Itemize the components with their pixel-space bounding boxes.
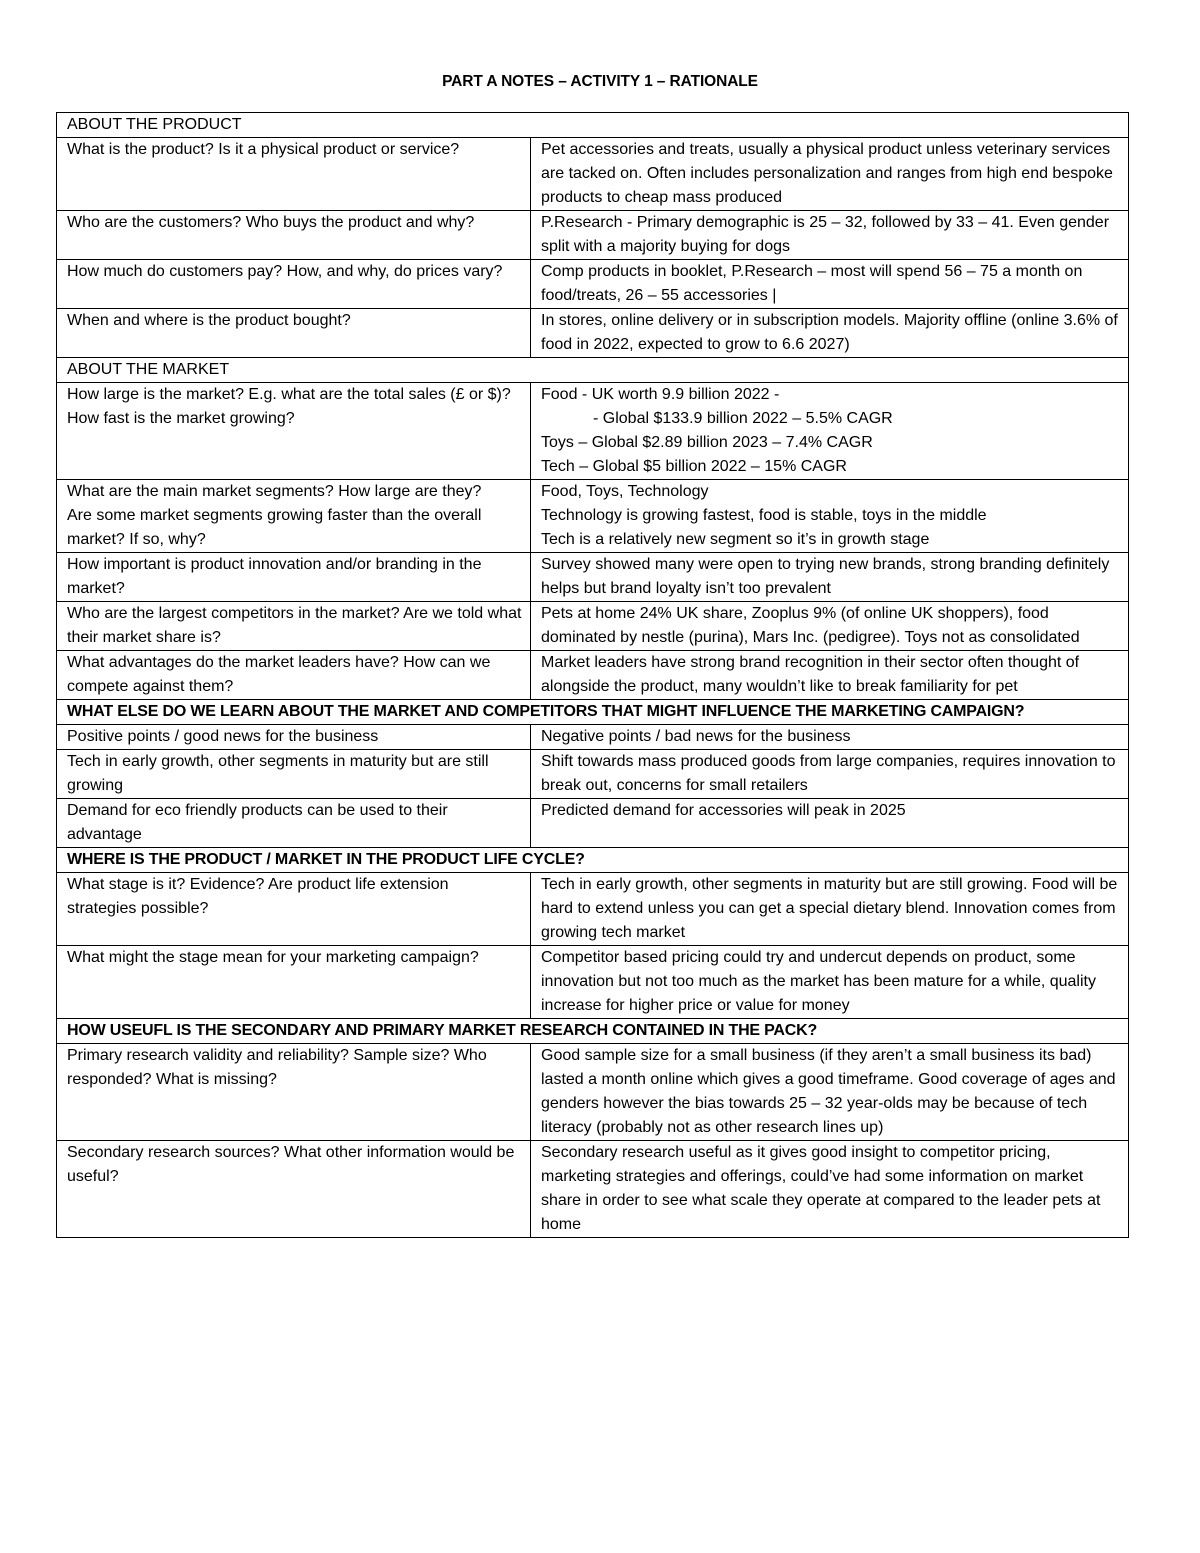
table-row: [57, 725, 1129, 750]
section-heading-lifecycle: WHERE IS THE PRODUCT / MARKET IN THE PRODUCT LIFE CYCLE?: [57, 848, 1129, 873]
negative-cell: Predicted demand for accessories will peak in 2025: [531, 799, 1129, 848]
section-heading-row: [57, 113, 1129, 138]
document-title: PART A NOTES – ACTIVITY 1 – RATIONALE: [442, 73, 758, 90]
table-row: [57, 1141, 1129, 1238]
table-row: [57, 873, 1129, 946]
answer-cell: Survey showed many were open to trying new brands, strong branding definitely helps but brand loyalty isn’t too prevalent: [531, 553, 1129, 602]
section-heading-row: [57, 700, 1129, 725]
table-row: [57, 383, 1129, 480]
question-cell: What advantages do the market leaders have? How can we compete against them?: [57, 651, 531, 700]
answer-cell: In stores, online delivery or in subscription models. Majority offline (online 3.6% of food in 2022, expected to grow to 6.6 2027): [531, 309, 1129, 358]
question-cell: How important is product innovation and/or branding in the market?: [57, 553, 531, 602]
answer-cell: Secondary research useful as it gives good insight to competitor pricing, marketing strategies and offerings, could’ve had some information on market share in order to see what scale they operate at compared to the leader pets at home: [531, 1141, 1129, 1238]
table-row: [57, 750, 1129, 799]
section-heading-research: HOW USEUFL IS THE SECONDARY AND PRIMARY MARKET RESEARCH CONTAINED IN THE PACK?: [57, 1019, 1129, 1044]
answer-cell: Good sample size for a small business (if they aren’t a small business its bad) lasted a month online which gives a good timeframe. Good coverage of ages and genders however the bias towards 25 – 32 year-olds may be because of tech literacy (probably not as other research lines up): [531, 1044, 1129, 1141]
answer-line: Tech – Global $5 billion 2022 – 15% CAGR: [541, 458, 847, 475]
answer-line: Food - UK worth 9.9 billion 2022 -: [541, 386, 780, 403]
table-row: [57, 602, 1129, 651]
negative-cell: Shift towards mass produced goods from large companies, requires innovation to break out, concerns for small retailers: [531, 750, 1129, 799]
column-heading-positive: Positive points / good news for the business: [57, 725, 531, 750]
table-row: [57, 651, 1129, 700]
question-cell: What is the product? Is it a physical product or service?: [57, 138, 531, 211]
question-cell: Who are the customers? Who buys the product and why?: [57, 211, 531, 260]
table-row: [57, 309, 1129, 358]
column-heading-negative: Negative points / bad news for the business: [531, 725, 1129, 750]
question-cell: [57, 480, 531, 553]
answer-line: Tech is a relatively new segment so it’s in growth stage: [541, 531, 930, 548]
answer-cell: [531, 383, 1129, 480]
question-cell: What stage is it? Evidence? Are product life extension strategies possible?: [57, 873, 531, 946]
question-line: Are some market segments growing faster than the overall market? If so, why?: [67, 507, 486, 548]
answer-line: Technology is growing fastest, food is stable, toys in the middle: [541, 507, 987, 524]
answer-cell: Competitor based pricing could try and undercut depends on product, some innovation but not too much as the market has been mature for a while, quality increase for higher price or value for money: [531, 946, 1129, 1019]
section-heading-market: ABOUT THE MARKET: [57, 358, 1129, 383]
section-heading-product: ABOUT THE PRODUCT: [57, 113, 1129, 138]
answer-cell: Comp products in booklet, P.Research – most will spend 56 – 75 a month on food/treats, 26 – 55 accessories |: [531, 260, 1129, 309]
question-cell: What might the stage mean for your marketing campaign?: [57, 946, 531, 1019]
answer-cell: [531, 480, 1129, 553]
positive-cell: Demand for eco friendly products can be used to their advantage: [57, 799, 531, 848]
table-row: [57, 211, 1129, 260]
question-cell: Who are the largest competitors in the market? Are we told what their market share is?: [57, 602, 531, 651]
rationale-table: [56, 112, 1129, 1238]
answer-cell: Tech in early growth, other segments in maturity but are still growing. Food will be hard to extend unless you can get a special dietary blend. Innovation comes from growing tech market: [531, 873, 1129, 946]
section-heading-row: [57, 358, 1129, 383]
question-line: What are the main market segments? How large are they?: [67, 483, 482, 500]
question-cell: When and where is the product bought?: [57, 309, 531, 358]
positive-cell: Tech in early growth, other segments in maturity but are still growing: [57, 750, 531, 799]
answer-cell: Pet accessories and treats, usually a physical product unless veterinary services are tacked on. Often includes personalization and ranges from high end bespoke products to cheap mass produced: [531, 138, 1129, 211]
answer-cell: Market leaders have strong brand recognition in their sector often thought of alongside the product, many wouldn’t like to break familiarity for pet: [531, 651, 1129, 700]
answer-line: Toys – Global $2.89 billion 2023 – 7.4% CAGR: [541, 434, 873, 451]
table-row: [57, 946, 1129, 1019]
table-row: [57, 480, 1129, 553]
section-heading-influence: WHAT ELSE DO WE LEARN ABOUT THE MARKET AND COMPETITORS THAT MIGHT INFLUENCE THE MARKETING CAMPAIGN?: [57, 700, 1129, 725]
section-heading-row: [57, 848, 1129, 873]
table-row: [57, 260, 1129, 309]
answer-cell: P.Research - Primary demographic is 25 – 32, followed by 33 – 41. Even gender split with a majority buying for dogs: [531, 211, 1129, 260]
question-cell: Secondary research sources? What other information would be useful?: [57, 1141, 531, 1238]
answer-line: - Global $133.9 billion 2022 – 5.5% CAGR: [593, 410, 893, 427]
question-cell: How much do customers pay? How, and why, do prices vary?: [57, 260, 531, 309]
question-cell: Primary research validity and reliability? Sample size? Who responded? What is missing?: [57, 1044, 531, 1141]
answer-line: Food, Toys, Technology: [541, 483, 709, 500]
section-heading-row: [57, 1019, 1129, 1044]
question-cell: How large is the market? E.g. what are the total sales (£ or $)? How fast is the market growing?: [57, 383, 531, 480]
answer-cell: Pets at home 24% UK share, Zooplus 9% (of online UK shoppers), food dominated by nestle (purina), Mars Inc. (pedigree). Toys not as consolidated: [531, 602, 1129, 651]
table-row: [57, 553, 1129, 602]
table-row: [57, 799, 1129, 848]
table-row: [57, 1044, 1129, 1141]
table-row: [57, 138, 1129, 211]
